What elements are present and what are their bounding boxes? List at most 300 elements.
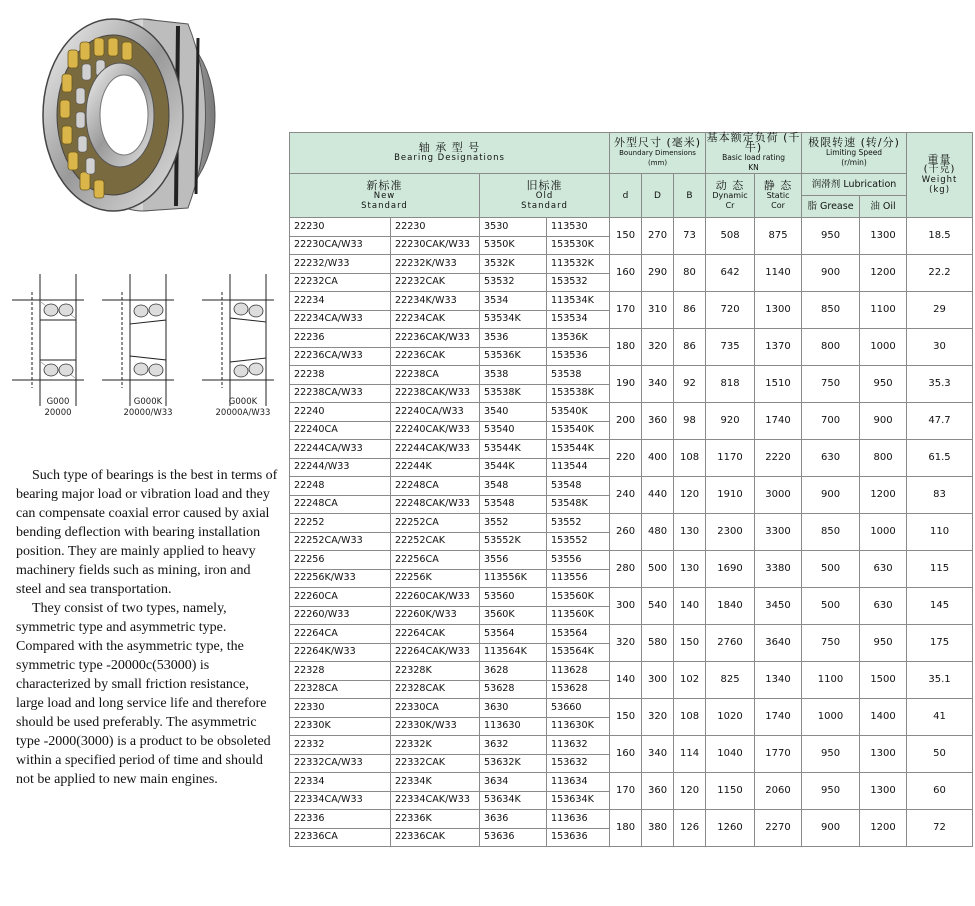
- old-code-1: 3556: [480, 551, 547, 570]
- new-code-2: 22260CAK/W33: [391, 588, 480, 607]
- cell-grease: 750: [802, 366, 860, 403]
- old-code-1: 113556K: [480, 569, 547, 588]
- new-code-2: 22230CAK/W33: [391, 236, 480, 255]
- cell-B: 80: [674, 255, 706, 292]
- new-code-1: 22328CA: [290, 680, 391, 699]
- new-code-1: 22234CA/W33: [290, 310, 391, 329]
- old-code-2: 113628: [547, 662, 610, 681]
- old-code-1: 3636: [480, 810, 547, 829]
- cell-d: 240: [610, 477, 642, 514]
- old-code-1: 3634: [480, 773, 547, 792]
- cell-D: 310: [642, 292, 674, 329]
- cell-B: 108: [674, 440, 706, 477]
- cell-cor: 2270: [755, 810, 802, 847]
- old-code-2: 113634: [547, 773, 610, 792]
- cell-weight: 145: [907, 588, 973, 625]
- new-code-1: 22264CA: [290, 625, 391, 644]
- cell-D: 340: [642, 736, 674, 773]
- table-row: [290, 440, 973, 459]
- diagram-label-3: G000K 20000A/W33: [215, 397, 271, 418]
- cell-cr: 1840: [706, 588, 755, 625]
- old-code-2: 153532: [547, 273, 610, 292]
- cell-oil: 630: [860, 551, 907, 588]
- table-row: [290, 514, 973, 533]
- cell-D: 580: [642, 625, 674, 662]
- new-code-1: 22334: [290, 773, 391, 792]
- cell-oil: 1200: [860, 477, 907, 514]
- cell-d: 160: [610, 736, 642, 773]
- old-code-2: 113630K: [547, 717, 610, 736]
- old-code-2: 153538K: [547, 384, 610, 403]
- cell-oil: 1300: [860, 773, 907, 810]
- cell-cr: 920: [706, 403, 755, 440]
- cell-D: 360: [642, 403, 674, 440]
- old-code-2: 153544K: [547, 440, 610, 459]
- old-code-1: 3538: [480, 366, 547, 385]
- new-code-1: 22330: [290, 699, 391, 718]
- cell-d: 180: [610, 329, 642, 366]
- cell-weight: 83: [907, 477, 973, 514]
- cell-weight: 30: [907, 329, 973, 366]
- old-code-2: 113530: [547, 218, 610, 237]
- cell-D: 440: [642, 477, 674, 514]
- old-code-1: 53552K: [480, 532, 547, 551]
- cell-cor: 3640: [755, 625, 802, 662]
- cell-weight: 175: [907, 625, 973, 662]
- cell-B: 150: [674, 625, 706, 662]
- table-row: [290, 292, 973, 311]
- old-code-1: 113630: [480, 717, 547, 736]
- new-code-2: 22240CAK/W33: [391, 421, 480, 440]
- new-code-1: 22238: [290, 366, 391, 385]
- cell-D: 540: [642, 588, 674, 625]
- cell-grease: 950: [802, 218, 860, 255]
- old-code-2: 53540K: [547, 403, 610, 422]
- old-code-2: 113560K: [547, 606, 610, 625]
- new-code-1: 22230: [290, 218, 391, 237]
- new-code-1: 22234: [290, 292, 391, 311]
- cell-oil: 950: [860, 625, 907, 662]
- old-code-1: 3530: [480, 218, 547, 237]
- cell-cor: 3380: [755, 551, 802, 588]
- new-code-2: 22256CA: [391, 551, 480, 570]
- old-code-2: 153560K: [547, 588, 610, 607]
- new-code-1: 22264K/W33: [290, 643, 391, 662]
- old-code-2: 113636: [547, 810, 610, 829]
- old-code-2: 153632: [547, 754, 610, 773]
- cell-cr: 720: [706, 292, 755, 329]
- cell-d: 300: [610, 588, 642, 625]
- cell-oil: 1500: [860, 662, 907, 699]
- new-code-2: 22234K/W33: [391, 292, 480, 311]
- new-code-1: 22232CA: [290, 273, 391, 292]
- new-code-1: 22236CA/W33: [290, 347, 391, 366]
- description-paragraph-1: Such type of bearings is the best in terms of bearing major load or vibration load and they can compensate coaxial error caused by axial bending deflection with bearing installation position. They are mainly applied to heavy machinery fields such as mining, iron and steel and sea transportation.: [16, 468, 278, 597]
- description-text: [16, 466, 278, 789]
- old-code-1: 53636: [480, 828, 547, 847]
- new-code-2: 22232CAK: [391, 273, 480, 292]
- new-code-1: 22252CA/W33: [290, 532, 391, 551]
- new-code-1: 22232/W33: [290, 255, 391, 274]
- header-oil: 油 Oil: [860, 196, 907, 218]
- cell-grease: 500: [802, 551, 860, 588]
- cell-oil: 950: [860, 366, 907, 403]
- old-code-2: 153536: [547, 347, 610, 366]
- old-code-1: 53544K: [480, 440, 547, 459]
- new-code-1: 22238CA/W33: [290, 384, 391, 403]
- bearing-photo: [28, 12, 228, 217]
- old-code-1: 3534: [480, 292, 547, 311]
- new-code-2: 22328CAK: [391, 680, 480, 699]
- header-dimensions: 外型尺寸 (毫米) Boundary Dimensions (mm): [610, 133, 706, 174]
- old-code-2: 113534K: [547, 292, 610, 311]
- cell-B: 86: [674, 292, 706, 329]
- new-code-2: 22248CAK/W33: [391, 495, 480, 514]
- old-code-1: 53628: [480, 680, 547, 699]
- table-row: [290, 773, 973, 792]
- cell-grease: 630: [802, 440, 860, 477]
- header-lubrication: 润滑剂 Lubrication: [802, 174, 907, 196]
- cell-cr: 642: [706, 255, 755, 292]
- cell-oil: 800: [860, 440, 907, 477]
- cell-grease: 1000: [802, 699, 860, 736]
- new-code-2: 22238CA: [391, 366, 480, 385]
- cell-B: 73: [674, 218, 706, 255]
- cell-oil: 1200: [860, 255, 907, 292]
- cell-oil: 1400: [860, 699, 907, 736]
- cell-grease: 800: [802, 329, 860, 366]
- cell-D: 300: [642, 662, 674, 699]
- cell-cr: 1170: [706, 440, 755, 477]
- cell-oil: 1300: [860, 218, 907, 255]
- table-row: [290, 588, 973, 607]
- old-code-2: 153534: [547, 310, 610, 329]
- cell-d: 200: [610, 403, 642, 440]
- cell-D: 270: [642, 218, 674, 255]
- cell-oil: 1000: [860, 329, 907, 366]
- old-code-1: 53564: [480, 625, 547, 644]
- new-code-2: 22260K/W33: [391, 606, 480, 625]
- cell-cr: 2760: [706, 625, 755, 662]
- cross-section-diagrams: [0, 255, 285, 425]
- cell-B: 92: [674, 366, 706, 403]
- old-code-1: 53532: [480, 273, 547, 292]
- new-code-1: 22260CA: [290, 588, 391, 607]
- new-code-2: 22236CAK: [391, 347, 480, 366]
- new-code-1: 22256: [290, 551, 391, 570]
- old-code-1: 3548: [480, 477, 547, 496]
- old-code-1: 53536K: [480, 347, 547, 366]
- cell-cr: 1150: [706, 773, 755, 810]
- old-code-2: 153530K: [547, 236, 610, 255]
- old-code-1: 3544K: [480, 458, 547, 477]
- table-row: [290, 736, 973, 755]
- cell-d: 190: [610, 366, 642, 403]
- old-code-2: 153634K: [547, 791, 610, 810]
- cell-weight: 72: [907, 810, 973, 847]
- old-code-2: 13536K: [547, 329, 610, 348]
- new-code-2: 22336K: [391, 810, 480, 829]
- new-code-2: 22244CAK/W33: [391, 440, 480, 459]
- new-code-1: 22248: [290, 477, 391, 496]
- cell-D: 500: [642, 551, 674, 588]
- cell-cr: 1910: [706, 477, 755, 514]
- diagram-label-2: G000K 20000/W33: [123, 397, 173, 418]
- cell-cor: 3450: [755, 588, 802, 625]
- table-row: [290, 329, 973, 348]
- old-code-1: 3552: [480, 514, 547, 533]
- header-limiting-speed: 极限转速 (转/分) Limiting Speed (r/min): [802, 133, 907, 174]
- old-code-1: 3630: [480, 699, 547, 718]
- new-code-1: 22240CA: [290, 421, 391, 440]
- cell-B: 126: [674, 810, 706, 847]
- cell-cor: 1340: [755, 662, 802, 699]
- cell-weight: 110: [907, 514, 973, 551]
- new-code-2: 22234CAK: [391, 310, 480, 329]
- cell-weight: 115: [907, 551, 973, 588]
- old-code-2: 153628: [547, 680, 610, 699]
- new-code-1: 22252: [290, 514, 391, 533]
- table-row: [290, 218, 973, 237]
- cell-grease: 900: [802, 477, 860, 514]
- cell-cor: 1770: [755, 736, 802, 773]
- old-code-2: 53538: [547, 366, 610, 385]
- new-code-1: 22244CA/W33: [290, 440, 391, 459]
- cell-grease: 850: [802, 292, 860, 329]
- new-code-1: 22330K: [290, 717, 391, 736]
- cell-cor: 1510: [755, 366, 802, 403]
- new-code-1: 22240: [290, 403, 391, 422]
- cell-oil: 630: [860, 588, 907, 625]
- table-row: [290, 625, 973, 644]
- new-code-1: 22244/W33: [290, 458, 391, 477]
- header-designations: 轴 承 型 号 Bearing Designations: [290, 133, 610, 174]
- cell-grease: 850: [802, 514, 860, 551]
- cell-weight: 35.1: [907, 662, 973, 699]
- cell-d: 320: [610, 625, 642, 662]
- cell-weight: 60: [907, 773, 973, 810]
- old-code-1: 53634K: [480, 791, 547, 810]
- diagram-label-1: G000 20000: [44, 397, 72, 418]
- old-code-1: 53538K: [480, 384, 547, 403]
- cell-cr: 1020: [706, 699, 755, 736]
- cell-cr: 508: [706, 218, 755, 255]
- cell-B: 130: [674, 514, 706, 551]
- cell-cor: 1740: [755, 699, 802, 736]
- cell-cr: 1260: [706, 810, 755, 847]
- new-code-2: 22334CAK/W33: [391, 791, 480, 810]
- old-code-2: 113556: [547, 569, 610, 588]
- header-weight: 重量 (千克) Weight (kg): [907, 133, 973, 218]
- old-code-1: 3560K: [480, 606, 547, 625]
- old-code-1: 3536: [480, 329, 547, 348]
- cell-weight: 29: [907, 292, 973, 329]
- header-dynamic: 动 态 Dynamic Cr: [706, 174, 755, 218]
- cell-D: 340: [642, 366, 674, 403]
- new-code-2: 22336CAK: [391, 828, 480, 847]
- cell-cor: 875: [755, 218, 802, 255]
- table-row: [290, 551, 973, 570]
- cell-oil: 1200: [860, 810, 907, 847]
- new-code-1: 22332CA/W33: [290, 754, 391, 773]
- cell-cr: 825: [706, 662, 755, 699]
- cell-cor: 2060: [755, 773, 802, 810]
- old-code-2: 153564K: [547, 643, 610, 662]
- new-code-2: 22328K: [391, 662, 480, 681]
- cell-cr: 735: [706, 329, 755, 366]
- cell-grease: 950: [802, 736, 860, 773]
- cell-B: 130: [674, 551, 706, 588]
- cell-cor: 3000: [755, 477, 802, 514]
- table-row: [290, 662, 973, 681]
- cell-d: 150: [610, 699, 642, 736]
- new-code-2: 22332K: [391, 736, 480, 755]
- old-code-2: 113632: [547, 736, 610, 755]
- table-row: [290, 403, 973, 422]
- cell-B: 102: [674, 662, 706, 699]
- cell-weight: 61.5: [907, 440, 973, 477]
- old-code-1: 113564K: [480, 643, 547, 662]
- new-code-1: 22260/W33: [290, 606, 391, 625]
- cell-cor: 2220: [755, 440, 802, 477]
- new-code-1: 22256K/W33: [290, 569, 391, 588]
- cell-d: 170: [610, 773, 642, 810]
- header-new-standard: 新标准 New Standard: [290, 174, 480, 218]
- header-D: D: [642, 174, 674, 218]
- old-code-1: 3628: [480, 662, 547, 681]
- new-code-1: 22236: [290, 329, 391, 348]
- new-code-2: 22330CA: [391, 699, 480, 718]
- cell-cor: 1740: [755, 403, 802, 440]
- new-code-1: 22332: [290, 736, 391, 755]
- cell-D: 320: [642, 329, 674, 366]
- cell-weight: 50: [907, 736, 973, 773]
- table-row: [290, 810, 973, 829]
- old-code-2: 113544: [547, 458, 610, 477]
- new-code-2: 22264CAK: [391, 625, 480, 644]
- old-code-2: 53548K: [547, 495, 610, 514]
- old-code-2: 53556: [547, 551, 610, 570]
- new-code-2: 22332CAK: [391, 754, 480, 773]
- old-code-1: 3540: [480, 403, 547, 422]
- cell-cr: 818: [706, 366, 755, 403]
- cell-weight: 22.2: [907, 255, 973, 292]
- cell-d: 140: [610, 662, 642, 699]
- header-d: d: [610, 174, 642, 218]
- cell-B: 120: [674, 773, 706, 810]
- bearing-spec-table: [289, 132, 973, 847]
- cell-oil: 1100: [860, 292, 907, 329]
- cell-cor: 3300: [755, 514, 802, 551]
- new-code-1: 22336CA: [290, 828, 391, 847]
- cell-D: 480: [642, 514, 674, 551]
- cell-grease: 950: [802, 773, 860, 810]
- old-code-1: 53632K: [480, 754, 547, 773]
- old-code-2: 113532K: [547, 255, 610, 274]
- new-code-2: 22252CA: [391, 514, 480, 533]
- cell-cor: 1140: [755, 255, 802, 292]
- new-code-2: 22238CAK/W33: [391, 384, 480, 403]
- cell-cor: 1370: [755, 329, 802, 366]
- cell-B: 108: [674, 699, 706, 736]
- new-code-2: 22256K: [391, 569, 480, 588]
- new-code-2: 22252CAK: [391, 532, 480, 551]
- old-code-1: 53534K: [480, 310, 547, 329]
- new-code-2: 22230: [391, 218, 480, 237]
- old-code-2: 153564: [547, 625, 610, 644]
- cell-grease: 900: [802, 255, 860, 292]
- new-code-1: 22336: [290, 810, 391, 829]
- cell-d: 150: [610, 218, 642, 255]
- header-grease: 脂 Grease: [802, 196, 860, 218]
- new-code-2: 22244K: [391, 458, 480, 477]
- cell-grease: 1100: [802, 662, 860, 699]
- cell-oil: 1000: [860, 514, 907, 551]
- table-row: [290, 366, 973, 385]
- cell-B: 120: [674, 477, 706, 514]
- cell-grease: 500: [802, 588, 860, 625]
- cell-weight: 47.7: [907, 403, 973, 440]
- cell-d: 160: [610, 255, 642, 292]
- description-paragraph-2: They consist of two types, namely, symmetric type and asymmetric type. Compared with the asymmetric type, the symmetric type -20000c(53000) is characterized by small friction resistance, large load and long service life and therefore should be used preferably. The asymmetric type -2000(3000) is a product to be obsoleted within a specified period of time and should not be applied to new main engines.: [16, 601, 271, 787]
- header-static: 静 态 Static Cor: [755, 174, 802, 218]
- old-code-1: 53560: [480, 588, 547, 607]
- new-code-2: 22236CAK/W33: [391, 329, 480, 348]
- new-code-2: 22264CAK/W33: [391, 643, 480, 662]
- cell-D: 380: [642, 810, 674, 847]
- cell-B: 140: [674, 588, 706, 625]
- header-load-rating: 基本额定负荷 (千牛) Basic load rating KN: [706, 131, 801, 172]
- old-code-1: 53540: [480, 421, 547, 440]
- old-code-1: 5350K: [480, 236, 547, 255]
- cell-oil: 1300: [860, 736, 907, 773]
- cell-cr: 2300: [706, 514, 755, 551]
- cell-B: 114: [674, 736, 706, 773]
- new-code-1: 22334CA/W33: [290, 791, 391, 810]
- cell-weight: 18.5: [907, 218, 973, 255]
- cell-d: 280: [610, 551, 642, 588]
- old-code-2: 153540K: [547, 421, 610, 440]
- table-row: [290, 477, 973, 496]
- table-row: [290, 699, 973, 718]
- cell-cor: 1300: [755, 292, 802, 329]
- old-code-2: 53660: [547, 699, 610, 718]
- cell-cr: 1040: [706, 736, 755, 773]
- new-code-2: 22248CA: [391, 477, 480, 496]
- old-code-2: 153552: [547, 532, 610, 551]
- cell-d: 180: [610, 810, 642, 847]
- new-code-2: 22330K/W33: [391, 717, 480, 736]
- cell-B: 98: [674, 403, 706, 440]
- header-B: B: [674, 174, 706, 218]
- cell-D: 400: [642, 440, 674, 477]
- new-code-1: 22230CA/W33: [290, 236, 391, 255]
- new-code-2: 22232K/W33: [391, 255, 480, 274]
- cell-weight: 41: [907, 699, 973, 736]
- new-code-1: 22248CA: [290, 495, 391, 514]
- new-code-2: 22334K: [391, 773, 480, 792]
- cell-B: 86: [674, 329, 706, 366]
- header-old-standard: 旧标准 Old Standard: [480, 174, 610, 218]
- old-code-2: 53548: [547, 477, 610, 496]
- cell-oil: 900: [860, 403, 907, 440]
- cell-grease: 750: [802, 625, 860, 662]
- cell-weight: 35.3: [907, 366, 973, 403]
- cell-cr: 1690: [706, 551, 755, 588]
- spec-table-body: [290, 218, 973, 847]
- cell-d: 220: [610, 440, 642, 477]
- cell-D: 290: [642, 255, 674, 292]
